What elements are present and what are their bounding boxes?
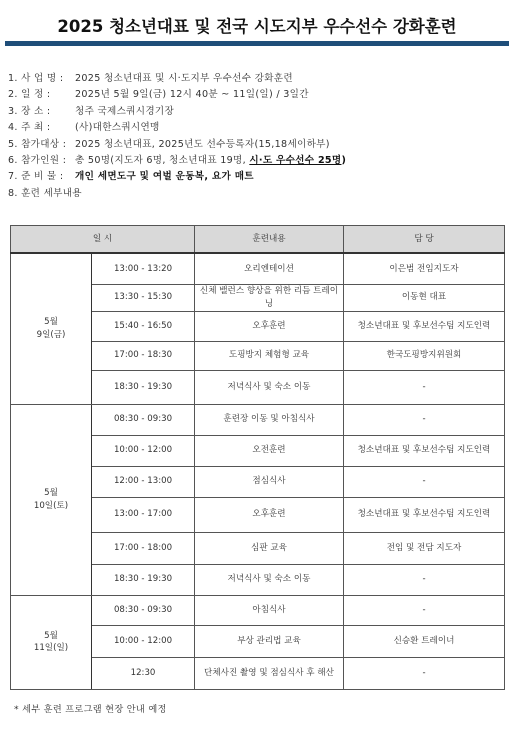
content-cell: 오후훈련: [195, 497, 344, 532]
content-cell: 오전훈련: [195, 435, 344, 466]
day-month: 5월: [44, 630, 58, 641]
info-row-host: [8, 120, 508, 136]
staff-cell: -: [344, 564, 505, 595]
info-value: 2025 청소년대표 및 시·도지부 우수선수 강화훈련: [75, 73, 293, 84]
time-cell: 13:30 - 15:30: [92, 284, 195, 311]
page-title: 2025 청소년대표 및 전국 시도지부 우수선수 강화훈련: [57, 17, 457, 36]
info-value: (사)대한스쿼시연맹: [75, 122, 160, 134]
time-cell: 13:00 - 13:20: [92, 253, 195, 284]
info-label: 5. 참가대상 :: [8, 138, 67, 150]
time-cell: 08:30 - 09:30: [92, 404, 195, 435]
staff-cell: -: [344, 657, 505, 689]
time-cell: 18:30 - 19:30: [92, 564, 195, 595]
content-cell: 훈련장 이동 및 아침식사: [195, 404, 344, 435]
time-cell: 12:00 - 13:00: [92, 466, 195, 497]
header-staff: 담 당: [344, 226, 505, 254]
info-label: 2. 일 정 :: [8, 89, 51, 101]
info-label: 7. 준 비 물 :: [8, 171, 64, 183]
day-cell: [11, 595, 92, 689]
info-row-details: [8, 186, 508, 202]
info-row-target: [8, 137, 508, 153]
info-value: 2025 청소년대표, 2025년도 선수등록자(15,18세이하부): [75, 138, 330, 150]
info-row-participants: [8, 153, 508, 169]
content-cell: 저녁식사 및 숙소 이동: [195, 370, 344, 404]
info-label: 6. 참가인원 :: [8, 154, 67, 166]
staff-cell: -: [344, 466, 505, 497]
time-cell: 17:00 - 18:30: [92, 341, 195, 370]
info-label: 4. 주 최 :: [8, 122, 51, 134]
time-cell: 10:00 - 12:00: [92, 435, 195, 466]
day-cell: [11, 404, 92, 595]
content-cell: 저녁식사 및 숙소 이동: [195, 564, 344, 595]
info-value: 총 50명(지도자 6명, 청소년대표 19명,: [75, 154, 250, 166]
day-month: 5월: [44, 488, 58, 498]
staff-cell: 한국도핑방지위원회: [344, 341, 505, 370]
content-cell: 도핑방지 체험형 교육: [195, 341, 344, 370]
content-cell: 단체사진 촬영 및 점심식사 후 해산: [195, 657, 344, 689]
info-value-end: ): [341, 154, 347, 166]
info-label: 8. 훈련 세부내용: [8, 187, 82, 199]
info-row-schedule: [8, 87, 508, 103]
staff-cell: 전임 및 전담 지도자: [344, 532, 505, 564]
staff-cell: 이동현 대표: [344, 284, 505, 311]
staff-cell: 청소년대표 및 후보선수팀 지도인력: [344, 435, 505, 466]
staff-cell: 청소년대표 및 후보선수팀 지도인력: [344, 497, 505, 532]
content-cell: 오후훈련: [195, 311, 344, 341]
schedule-table: [10, 225, 505, 690]
day-date: 9일(금): [36, 329, 66, 340]
time-cell: 12:30: [92, 657, 195, 689]
header-content: 훈련내용: [195, 226, 344, 254]
info-value: 청주 국제스쿼시경기장: [75, 105, 175, 117]
day-date: 10일(토): [33, 500, 69, 511]
staff-cell: -: [344, 595, 505, 625]
content-cell: 심판 교육: [195, 532, 344, 564]
time-cell: 17:00 - 18:00: [92, 532, 195, 564]
content-cell: 신체 밸런스 향상을 위한 리듬 트레이닝: [195, 284, 344, 311]
table-row: [11, 253, 505, 284]
info-row-supplies: [8, 169, 508, 185]
table-header-row: [11, 226, 505, 254]
table-row: [11, 595, 505, 625]
footnote: * 세부 훈련 프로그램 현장 안내 예정: [14, 704, 167, 715]
time-cell: 15:40 - 16:50: [92, 311, 195, 341]
info-value: 개인 세면도구 및 여벌 운동복, 요가 매트: [75, 171, 254, 183]
title-underline: [5, 41, 509, 46]
content-cell: 부상 관리법 교육: [195, 625, 344, 657]
staff-cell: -: [344, 404, 505, 435]
info-label: 1. 사 업 명 :: [8, 73, 64, 84]
info-list: [8, 71, 508, 202]
info-value-emphasis: 시·도 우수선수 25명: [249, 154, 342, 166]
day-cell: [11, 253, 92, 404]
staff-cell: 이은범 전임지도자: [344, 253, 505, 284]
content-cell: 아침식사: [195, 595, 344, 625]
time-cell: 08:30 - 09:30: [92, 595, 195, 625]
info-row-name: [8, 71, 508, 87]
time-cell: 13:00 - 17:00: [92, 497, 195, 532]
info-row-place: [8, 104, 508, 120]
header-datetime: 일 시: [11, 226, 195, 254]
time-cell: 10:00 - 12:00: [92, 625, 195, 657]
staff-cell: 청소년대표 및 후보선수팀 지도인력: [344, 311, 505, 341]
day-date: 11일(일): [33, 643, 69, 653]
staff-cell: 신승환 트레이너: [344, 625, 505, 657]
info-label: 3. 장 소 :: [8, 105, 51, 117]
staff-cell: -: [344, 370, 505, 404]
content-cell: 점심식사: [195, 466, 344, 497]
info-value: 2025년 5월 9일(금) 12시 40분 ~ 11일(일) / 3일간: [75, 89, 309, 101]
time-cell: 18:30 - 19:30: [92, 370, 195, 404]
day-month: 5월: [44, 317, 58, 328]
content-cell: 오리엔테이션: [195, 253, 344, 284]
table-row: [11, 404, 505, 435]
